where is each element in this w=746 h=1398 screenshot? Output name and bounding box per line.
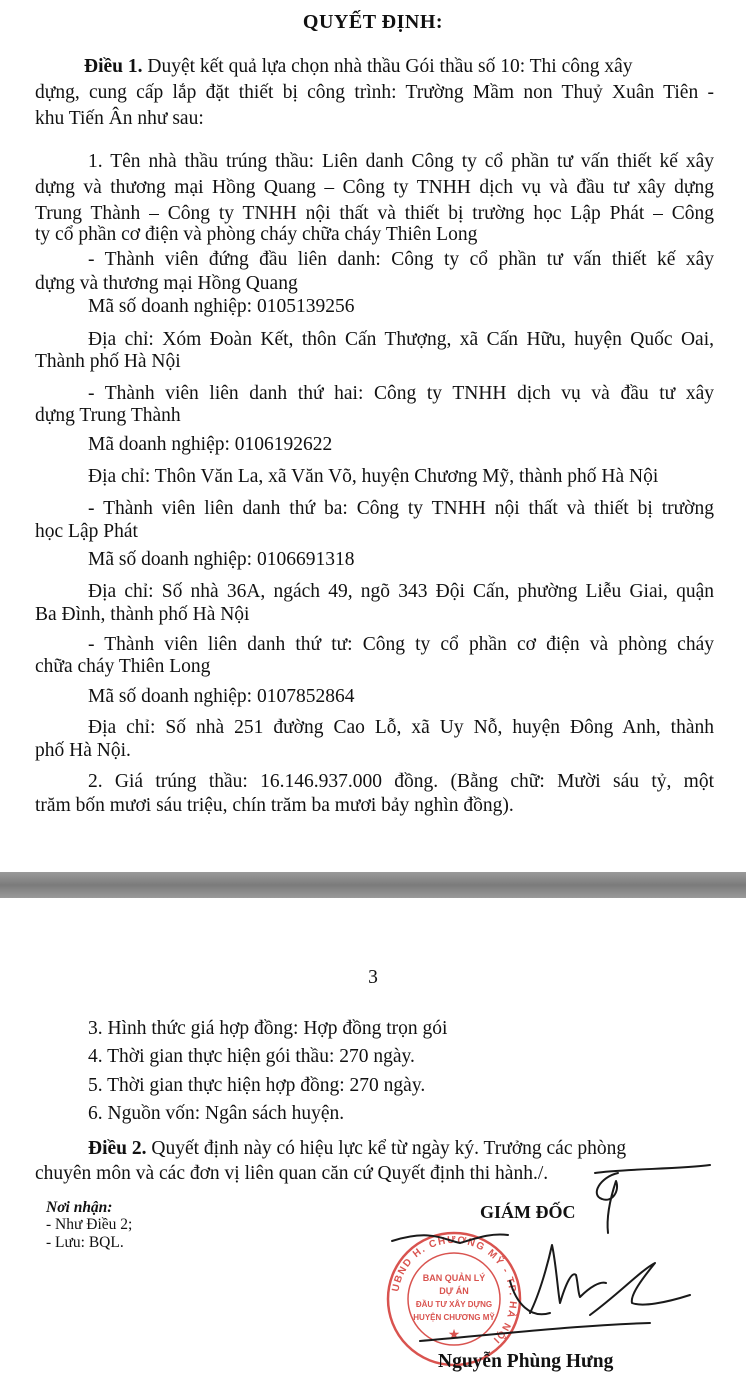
member-3-line-2: học Lập Phát (35, 521, 138, 542)
signer-title: GIÁM ĐỐC (480, 1202, 576, 1222)
member-2-code: Mã doanh nghiệp: 0106192622 (88, 434, 333, 455)
member-1-code: Mã số doanh nghiệp: 0105139256 (88, 296, 355, 317)
stamp-line-1: BAN QUẢN LÝ (422, 1273, 486, 1283)
member-3-address-1: Địa chỉ: Số nhà 36A, ngách 49, ngõ 343 Đội Cấn, phường Liễu Giai, quận (88, 581, 714, 602)
member-2-address: Địa chỉ: Thôn Văn La, xã Văn Võ, huyện Chương Mỹ, thành phố Hà Nội (88, 466, 659, 487)
price-line-1: 2. Giá trúng thầu: 16.146.937.000 đồng. (Bằng chữ: Mười sáu tỷ, một (88, 771, 714, 792)
member-4-address-1: Địa chỉ: Số nhà 251 đường Cao Lỗ, xã Uy Nỗ, huyện Đông Anh, thành (88, 717, 714, 738)
winner-line-4: ty cổ phần cơ điện và phòng cháy chữa cháy Thiên Long (35, 224, 478, 245)
item-5: 5. Thời gian thực hiện hợp đồng: 270 ngày. (88, 1075, 426, 1096)
item-4: 4. Thời gian thực hiện gói thầu: 270 ngày. (88, 1046, 415, 1067)
item-6: 6. Nguồn vốn: Ngân sách huyện. (88, 1103, 345, 1124)
recipient-1: - Như Điều 2; (46, 1216, 133, 1233)
document-page-3 (0, 898, 746, 1398)
member-4-line-1: - Thành viên liên danh thứ tư: Công ty cổ phần cơ điện và phòng cháy (88, 634, 714, 655)
member-2-line-1: - Thành viên liên danh thứ hai: Công ty TNHH dịch vụ và đầu tư xây (88, 383, 714, 404)
price-line-2: trăm bốn mươi sáu triệu, chín trăm ba mươi bảy nghìn đồng). (35, 795, 514, 816)
stamp-line-3: ĐẦU TƯ XÂY DỰNG (415, 1300, 493, 1309)
member-4-address-2: phố Hà Nội. (35, 740, 131, 761)
article-2-line-2: chuyên môn và các đơn vị liên quan căn cứ Quyết định thi hành./. (35, 1163, 549, 1184)
article-1-text: Duyệt kết quả lựa chọn nhà thầu Gói thầu số 10: Thi công xây (147, 56, 633, 77)
member-1-address-1: Địa chỉ: Xóm Đoàn Kết, thôn Cấn Thượng, xã Cấn Hữu, huyện Quốc Oai, (88, 329, 714, 350)
page-number: 3 (368, 967, 378, 988)
stamp-line-2: DỰ ÁN (439, 1286, 469, 1296)
item-3: 3. Hình thức giá hợp đồng: Hợp đồng trọn gói (88, 1018, 448, 1039)
stamp-line-4: HUYỆN CHƯƠNG MỸ (413, 1313, 495, 1322)
article-1-line-3: khu Tiến Ân như sau: (35, 108, 204, 129)
recipients-title: Nơi nhận: (46, 1199, 113, 1216)
member-3-line-1: - Thành viên liên danh thứ ba: Công ty TNHH nội thất và thiết bị trường (88, 498, 714, 519)
stamp-outer-text: UBND H. CHƯƠNG MỸ - TP. HÀ NỘI (390, 1234, 519, 1346)
recipient-2: - Lưu: BQL. (46, 1234, 124, 1251)
article-2-line-1 (88, 1137, 714, 1161)
signer-name: Nguyễn Phùng Hưng (438, 1351, 614, 1372)
member-1-line-1: - Thành viên đứng đầu liên danh: Công ty cổ phần tư vấn thiết kế xây (88, 249, 714, 270)
article-1-label: Điều 1. (84, 56, 143, 77)
article-1-line-1 (84, 55, 714, 79)
winner-line-1: 1. Tên nhà thầu trúng thầu: Liên danh Công ty cổ phần tư vấn thiết kế xây (88, 151, 714, 172)
member-1-line-2: dựng và thương mại Hồng Quang (35, 273, 298, 294)
member-1-address-2: Thành phố Hà Nội (35, 351, 181, 372)
member-3-address-2: Ba Đình, thành phố Hà Nội (35, 604, 250, 625)
page-separator (0, 872, 746, 898)
member-3-code: Mã số doanh nghiệp: 0106691318 (88, 549, 355, 570)
handwritten-signature (380, 1163, 720, 1363)
article-2-label: Điều 2. (88, 1138, 147, 1159)
article-2-text: Quyết định này có hiệu lực kể từ ngày ký. Trưởng các phòng (151, 1138, 627, 1159)
decision-heading: QUYẾT ĐỊNH: (302, 11, 444, 33)
member-2-line-2: dựng Trung Thành (35, 405, 181, 426)
member-4-code: Mã số doanh nghiệp: 0107852864 (88, 686, 355, 707)
member-4-line-2: chữa cháy Thiên Long (35, 656, 211, 677)
article-1-line-2: dựng, cung cấp lắp đặt thiết bị công trình: Trường Mầm non Thuỷ Xuân Tiên - (35, 82, 714, 103)
stamp-star-icon: ★ (447, 1328, 461, 1343)
winner-line-2: dựng và thương mại Hồng Quang – Công ty TNHH dịch vụ và đầu tư xây dựng (35, 177, 714, 198)
winner-line-3: Trung Thành – Công ty TNHH nội thất và thiết bị trường học Lập Phát – Công (35, 203, 714, 224)
